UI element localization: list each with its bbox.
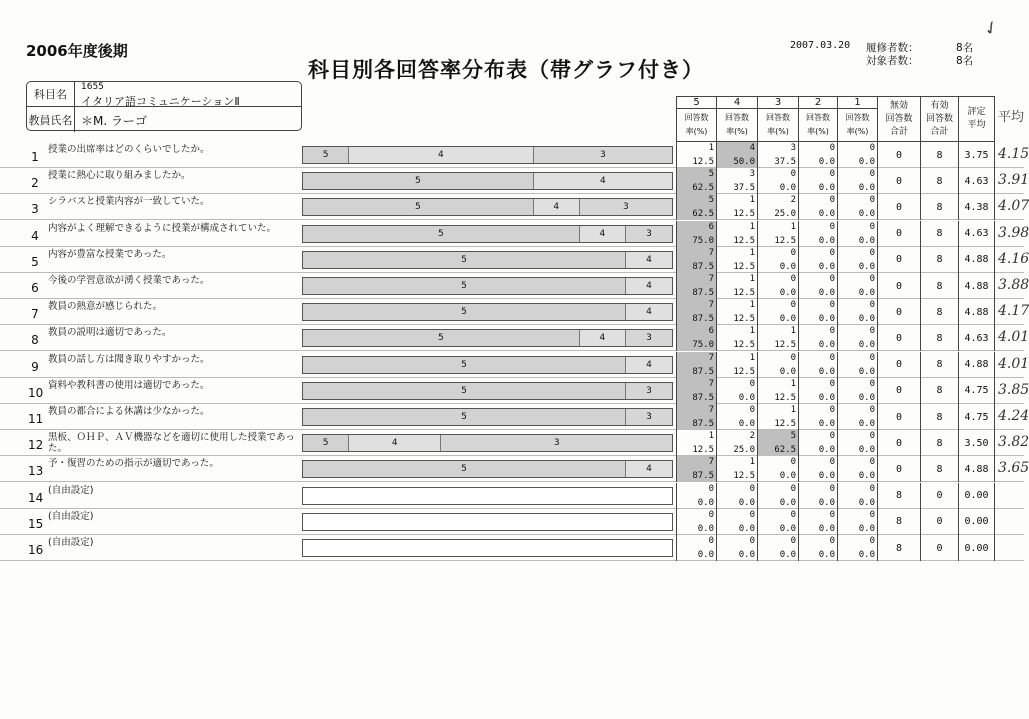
band-chart [302,172,673,190]
question-number: 13 [28,464,44,479]
eval-average: 4.38 [959,194,995,220]
score-cell-1: 0 0.0 [838,430,878,456]
band-chart [302,513,673,531]
score-cell-1: 0 0.0 [838,378,878,404]
score-cell-1: 0 0.0 [838,352,878,378]
score-cell-4: 1 12.5 [717,325,758,351]
score-cell-2: 0 0.0 [799,247,838,273]
question-text: 教員の話し方は聞き取りやすかった。 [48,353,210,365]
handwritten-note: 4.24 [998,408,1029,424]
score-cell-5: 5 62.5 [676,168,717,194]
invalid-total: 0 [878,221,921,247]
score-cell-1: 0 0.0 [838,325,878,351]
eval-average: 4.88 [959,299,995,325]
band-segment-3: 3 [534,147,672,163]
handwritten-note: 4.15 [998,146,1029,162]
band-segment-5: 5 [303,252,626,268]
band-segment-4: 4 [534,199,580,215]
header-col-2: 2 回答数 率(%) [799,96,838,142]
valid-total: 0 [921,509,959,535]
score-cell-3: 0 0.0 [758,509,799,535]
band-segment-5: 5 [303,383,626,399]
handwritten-note: 4.16 [998,250,1029,267]
table-row [0,194,1029,220]
score-cell-3: 0 0.0 [758,299,799,325]
handwritten-note: 3.65 [998,460,1029,477]
band-segment-3: 3 [626,383,672,399]
valid-total: 8 [921,273,959,299]
eval-average: 0.00 [959,509,995,535]
band-segment-4: 4 [580,330,626,346]
band-chart [302,146,673,164]
band-segment-3: 3 [441,435,672,451]
invalid-total: 0 [878,194,921,220]
header-eval-average: 評定 平均 [959,96,995,142]
band-segment-5: 5 [303,330,580,346]
eval-average: 3.50 [959,430,995,456]
band-segment-5: 5 [303,147,349,163]
invalid-total: 0 [878,430,921,456]
question-number: 8 [31,333,39,348]
band-segment-5: 5 [303,435,349,451]
header-valid: 有効 回答数 合計 [921,96,959,142]
score-cell-2: 0 0.0 [799,483,838,509]
score-cell-3: 1 12.5 [758,378,799,404]
band-chart [302,329,673,347]
question-number: 16 [28,543,44,557]
band-chart [302,356,673,374]
score-cell-1: 0 0.0 [838,299,878,325]
handwritten-note: 4.17 [998,303,1029,320]
table-row [0,325,1029,351]
score-cell-2: 0 0.0 [799,430,838,456]
score-cell-5: 0 0.0 [676,535,717,561]
band-segment-4: 4 [534,173,672,189]
band-segment-5: 5 [303,357,626,373]
valid-total: 0 [921,483,959,509]
question-text: 授業に熱心に取り組みましたか。 [48,170,191,182]
table-row [0,483,1024,509]
score-cell-1: 0 0.0 [838,273,878,299]
invalid-total: 0 [878,404,921,430]
invalid-total: 0 [878,273,921,299]
eval-average: 4.63 [959,325,995,351]
score-cell-5: 7 87.5 [676,299,717,325]
invalid-total: 8 [878,535,921,561]
table-row [0,378,1029,404]
valid-total: 8 [921,352,959,378]
score-cell-4: 4 50.0 [717,142,758,168]
band-segment-4: 4 [626,304,672,320]
check-mark-icon: ✓ [979,15,1004,42]
band-segment-5: 5 [303,304,626,320]
score-cell-1: 0 0.0 [838,483,878,509]
band-chart [302,487,673,505]
score-cell-3: 1 12.5 [758,404,799,430]
header-col-4: 4 回答数 率(%) [717,96,758,142]
band-chart [302,382,673,400]
question-text: 授業の出席率はどのくらいでしたか。 [48,144,210,155]
valid-total: 8 [921,247,959,273]
table-header [0,96,1024,142]
score-cell-2: 0 0.0 [799,404,838,430]
score-cell-1: 0 0.0 [838,509,878,535]
eval-average: 4.88 [959,273,995,299]
question-text: (自由設定) [48,510,94,522]
eval-average: 4.88 [959,352,995,378]
table-row [0,247,1029,273]
band-segment-5: 5 [303,461,626,477]
score-cell-4: 0 0.0 [717,535,758,561]
question-text: 教員の説明は適切であった。 [48,327,172,339]
score-cell-5: 7 87.5 [676,247,717,273]
question-number: 1 [31,150,39,164]
invalid-total: 0 [878,299,921,325]
question-text: 今後の学習意欲が湧く授業であった。 [48,275,210,286]
score-cell-1: 0 0.0 [838,456,878,482]
question-text: (自由設定) [48,484,94,496]
handwritten-note: 3.91 [998,172,1029,189]
valid-total: 8 [921,430,959,456]
band-chart [302,408,673,426]
valid-total: 8 [921,456,959,482]
teacher-label: 教員氏名 [27,107,75,132]
valid-total: 8 [921,194,959,220]
score-cell-2: 0 0.0 [799,456,838,482]
handwritten-note: 3.82 [998,434,1029,451]
header-col-1: 1 回答数 率(%) [838,96,878,142]
enrolled-label: 履修者数： [866,42,919,54]
valid-total: 8 [921,325,959,351]
score-cell-1: 0 0.0 [838,535,878,561]
invalid-total: 0 [878,325,921,351]
score-cell-5: 1 12.5 [676,430,717,456]
score-cell-4: 1 12.5 [717,273,758,299]
valid-total: 8 [921,378,959,404]
score-cell-3: 0 0.0 [758,352,799,378]
score-cell-5: 5 62.5 [676,194,717,220]
question-number: 7 [31,307,39,322]
handwritten-note: 4.01 [998,355,1029,372]
handwritten-note: 3.85 [998,381,1029,398]
score-cell-3: 0 0.0 [758,247,799,273]
band-chart [302,198,673,216]
band-segment-5: 5 [303,278,626,294]
question-text: 黒板、ＯＨＰ、ＡＶ機器などを適切に使用した授業であった。 [48,432,295,455]
question-number: 6 [31,281,39,295]
score-cell-3: 0 0.0 [758,273,799,299]
band-chart [302,277,673,295]
invalid-total: 8 [878,509,921,535]
score-cell-2: 0 0.0 [799,194,838,220]
score-cell-2: 0 0.0 [799,378,838,404]
handwritten-header: 平均 [998,110,1025,125]
score-cell-5: 7 87.5 [676,273,717,299]
question-number: 15 [28,516,44,531]
table-row [0,142,1029,168]
question-text: 内容がよく理解できるように授業が構成されていた。 [48,222,277,234]
score-cell-3: 5 62.5 [758,430,799,456]
table-row [0,456,1029,482]
band-segment-4: 4 [626,252,672,268]
question-number: 11 [28,412,44,426]
header-col-3: 3 回答数 率(%) [758,96,799,142]
teacher-name: ＊M. ラーゴ [81,114,147,128]
table-row [0,168,1029,194]
band-segment-4: 4 [626,357,672,373]
score-cell-4: 1 12.5 [717,456,758,482]
score-cell-2: 0 0.0 [799,299,838,325]
eval-average: 4.63 [959,221,995,247]
score-cell-5: 7 87.5 [676,404,717,430]
score-cell-4: 0 0.0 [717,378,758,404]
score-cell-4: 1 12.5 [717,299,758,325]
score-cell-2: 0 0.0 [799,352,838,378]
enrolled-value: 8名 [956,42,974,54]
band-segment-4: 4 [349,435,441,451]
question-text: 予・復習のための指示が適切であった。 [48,458,219,470]
score-cell-1: 0 0.0 [838,142,878,168]
score-cell-2: 0 0.0 [799,325,838,351]
question-number: 9 [31,359,39,374]
question-text: 内容が豊富な授業であった。 [48,248,172,260]
table-row [0,221,1029,247]
band-segment-4: 4 [580,226,626,242]
target-value: 8名 [956,55,974,67]
score-cell-3: 0 0.0 [758,483,799,509]
eval-average: 4.75 [959,404,995,430]
band-chart [302,303,673,321]
table-row [0,352,1029,378]
eval-average: 4.63 [959,168,995,194]
band-chart [302,460,673,478]
question-number: 2 [31,176,39,191]
score-cell-4: 0 0.0 [717,483,758,509]
band-segment-4: 4 [626,461,672,477]
band-segment-3: 3 [626,409,672,425]
eval-average: 4.88 [959,247,995,273]
score-cell-2: 0 0.0 [799,142,838,168]
score-cell-3: 0 0.0 [758,168,799,194]
score-cell-5: 7 87.5 [676,352,717,378]
question-text: 資料や教科書の使用は適切であった。 [48,379,210,391]
score-cell-3: 3 37.5 [758,142,799,168]
header-invalid: 無効 回答数 合計 [878,96,921,142]
question-number: 3 [31,202,39,217]
score-cell-2: 0 0.0 [799,221,838,247]
score-cell-5: 7 87.5 [676,456,717,482]
valid-total: 8 [921,221,959,247]
band-segment-4: 4 [349,147,534,163]
subject-name: イタリア語コミュニケーションⅡ [81,95,240,108]
handwritten-note: 4.07 [998,198,1029,215]
score-cell-5: 6 75.0 [676,221,717,247]
score-cell-5: 7 87.5 [676,378,717,404]
question-text: 教員の都合による休講は少なかった。 [48,406,210,417]
score-cell-4: 1 12.5 [717,352,758,378]
band-chart [302,434,673,452]
score-cell-5: 1 12.5 [676,142,717,168]
subject-label: 科目名 [27,82,75,106]
handwritten-note: 4.01 [998,329,1029,346]
question-text: (自由設定) [48,537,94,548]
score-cell-4: 1 12.5 [717,194,758,220]
band-segment-4: 4 [626,278,672,294]
score-cell-2: 0 0.0 [799,535,838,561]
score-cell-2: 0 0.0 [799,168,838,194]
score-cell-1: 0 0.0 [838,221,878,247]
invalid-total: 0 [878,142,921,168]
score-cell-3: 1 12.5 [758,325,799,351]
score-cell-3: 2 25.0 [758,194,799,220]
report-date: 2007.03.20 [790,40,851,51]
band-segment-3: 3 [626,226,672,242]
header-col-5: 5 回答数 率(%) [676,96,717,142]
valid-total: 8 [921,142,959,168]
score-cell-4: 1 12.5 [717,221,758,247]
eval-average: 4.75 [959,378,995,404]
score-cell-4: 0 0.0 [717,404,758,430]
band-segment-5: 5 [303,409,626,425]
band-segment-5: 5 [303,199,534,215]
score-cell-2: 0 0.0 [799,509,838,535]
band-chart [302,539,673,557]
table-row [0,273,1029,299]
eval-average: 4.88 [959,456,995,482]
table-row [0,535,1024,561]
question-number: 14 [28,490,44,505]
question-number: 12 [28,438,44,453]
handwritten-note: 3.98 [998,224,1029,241]
score-cell-4: 1 12.5 [717,247,758,273]
score-cell-2: 0 0.0 [799,273,838,299]
table-row [0,404,1029,430]
band-segment-5: 5 [303,226,580,242]
eval-average: 0.00 [959,483,995,509]
score-cell-5: 0 0.0 [676,483,717,509]
subject-code: 1655 [81,82,104,92]
score-cell-4: 2 25.0 [717,430,758,456]
score-cell-3: 0 0.0 [758,456,799,482]
score-cell-3: 1 12.5 [758,221,799,247]
question-text: 教員の熱意が感じられた。 [48,301,163,313]
band-segment-3: 3 [626,330,672,346]
page-title: 科目別各回答率分布表（帯グラフ付き） [308,58,704,82]
valid-total: 8 [921,299,959,325]
score-cell-1: 0 0.0 [838,168,878,194]
handwritten-note: 3.88 [998,277,1029,293]
valid-total: 8 [921,168,959,194]
eval-average: 0.00 [959,535,995,561]
band-chart [302,251,673,269]
question-text: シラバスと授業内容が一致していた。 [48,196,210,208]
eval-average: 3.75 [959,142,995,168]
question-number: 10 [28,385,44,400]
target-label: 対象者数： [866,55,919,67]
score-cell-1: 0 0.0 [838,194,878,220]
invalid-total: 0 [878,456,921,482]
invalid-total: 0 [878,247,921,273]
table-row [0,299,1029,325]
score-cell-3: 0 0.0 [758,535,799,561]
table-row [0,430,1029,456]
band-chart [302,225,673,243]
score-cell-1: 0 0.0 [838,404,878,430]
invalid-total: 8 [878,483,921,509]
score-cell-4: 3 37.5 [717,168,758,194]
band-segment-3: 3 [580,199,672,215]
table-row [0,509,1024,535]
band-segment-5: 5 [303,173,534,189]
question-number: 5 [31,254,39,269]
invalid-total: 0 [878,378,921,404]
question-number: 4 [31,228,39,243]
valid-total: 0 [921,535,959,561]
valid-total: 8 [921,404,959,430]
invalid-total: 0 [878,168,921,194]
score-cell-5: 0 0.0 [676,509,717,535]
score-cell-5: 6 75.0 [676,325,717,351]
term-label: 2006年度後期 [26,42,128,60]
invalid-total: 0 [878,352,921,378]
score-cell-4: 0 0.0 [717,509,758,535]
score-cell-1: 0 0.0 [838,247,878,273]
